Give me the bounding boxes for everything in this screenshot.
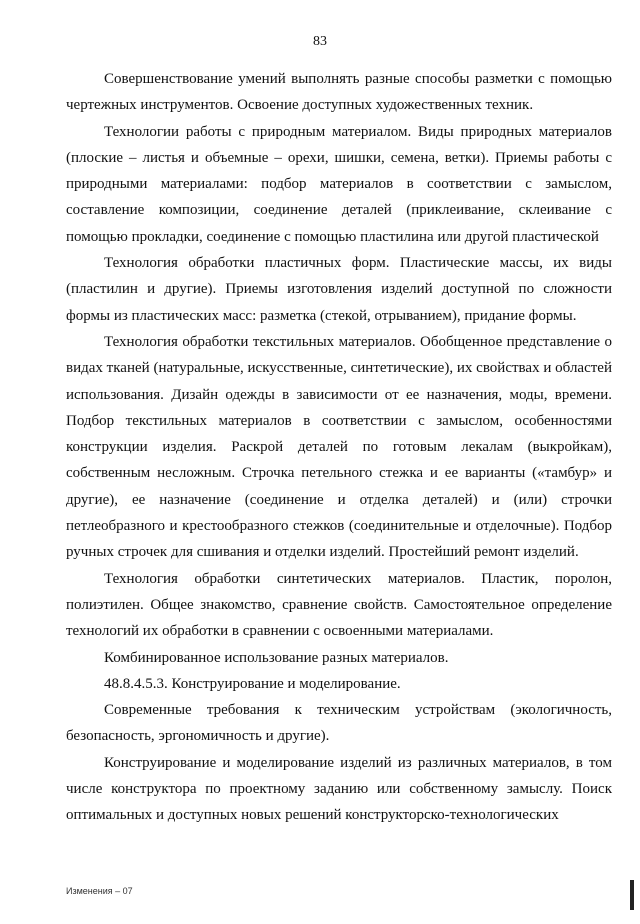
body-text [66,66,612,829]
paragraph: Комбинированное использование разных материалов. [104,649,449,666]
page-number: 83 [313,34,327,49]
section-heading: 48.8.4.5.3. Конструирование и моделирование. [104,675,401,692]
paragraph: Технология обработки синтетических материалов. Пластик, поролон, полиэтилен. Общее знакомство, сравнение свойств. Самостоятельное определение технологий их обработки в сравнении с освоенными материалами. [66,570,612,640]
paragraph: Конструирование и моделирование изделий из различных материалов, в том числе конструктора по проектному заданию или собственному замыслу. Поиск оптимальных и доступных новых решений конструкторско-технологических [66,754,612,824]
paragraph: Совершенствование умений выполнять разные способы разметки с помощью чертежных инструментов. Освоение доступных художественных техник. [66,71,612,114]
paragraph: Технология обработки пластичных форм. Пластические массы, их виды (пластилин и другие). Приемы изготовления изделий доступной по сложности формы из пластических масс: разметка (стекой, отрыванием), придание формы. [66,255,612,324]
paragraph: Технология обработки текстильных материалов. Обобщенное представление о видах тканей (натуральные, искусственные, синтетические), их свойствах и областей использования. Дизайн одежды в зависимости от ее назначения, моды, времени. Подбор текстильных материалов в соответствии с замыслом, особенностями конструкции изделия. Раскрой деталей по готовым лекалам (выкройкам), собственным несложным. Строчка петельного стежка и ее варианты («тамбур» и другие), ее назначение (соединение и отделка деталей) и (или) строчки петлеобразного и крестообразного стежков (соединительные и отделочные). Подбор ручных строчек для сшивания и отделки изделий. Простейший ремонт изделий. [66,333,612,561]
paragraph: Технологии работы с природным материалом. Виды природных материалов (плоские – листья и объемные – орехи, шишки, семена, ветки). Приемы работы с природными материалами: подбор материалов в соответствии с замыслом, составление композиции, соединение деталей (приклеивание, склеивание с помощью прокладки, соединение с помощью пластилина или другой пластической [66,123,612,245]
footer-note: Изменения – 07 [66,886,133,896]
scan-edge-mark [630,880,634,910]
paragraph: Современные требования к техническим устройствам (экологичность, безопасность, эргономичность и другие). [66,702,612,745]
